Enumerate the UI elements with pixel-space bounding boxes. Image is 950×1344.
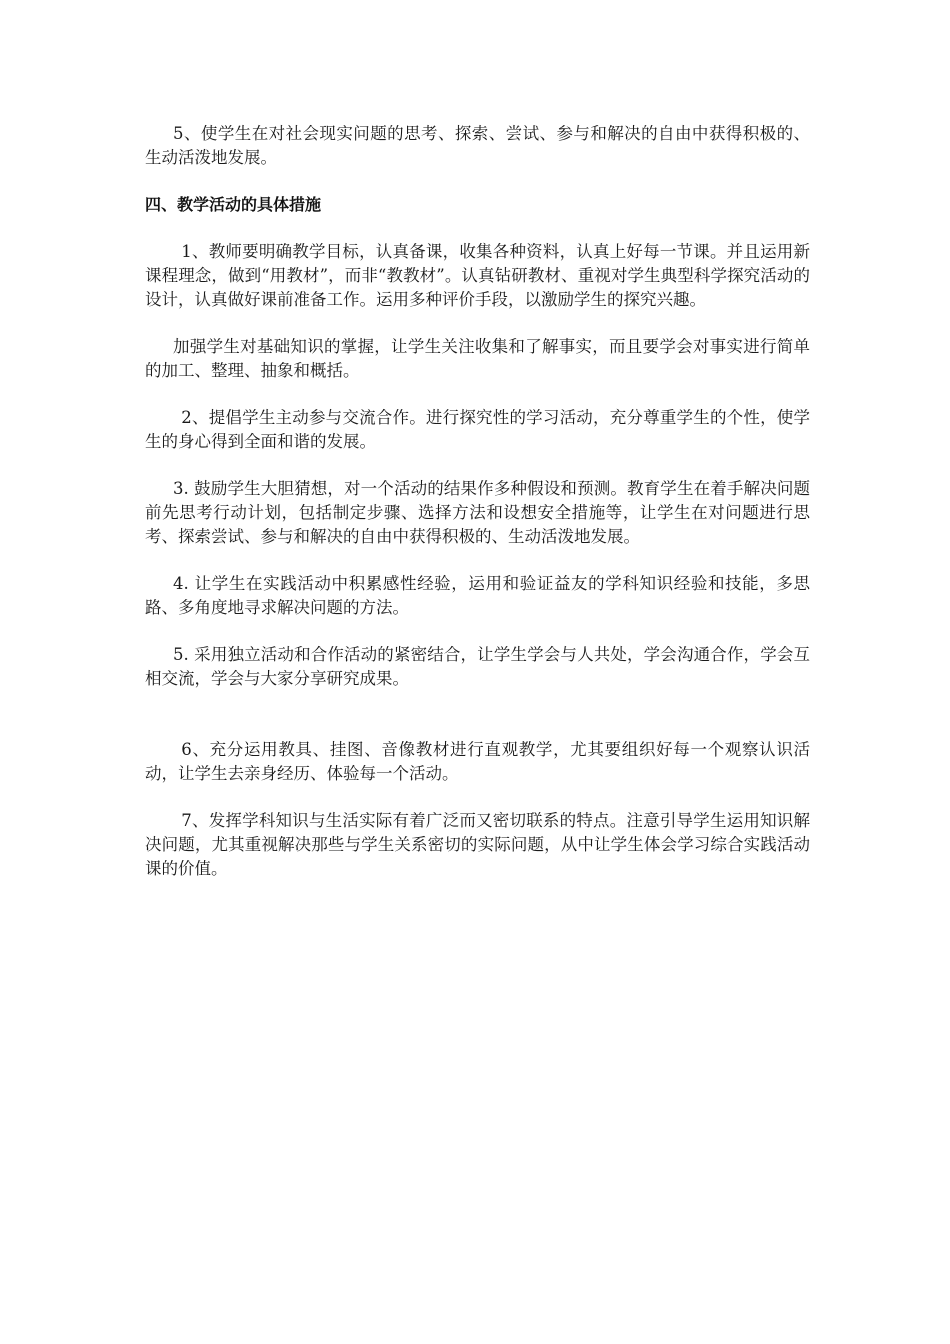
paragraph-measure-3: 3. 鼓励学生大胆猜想，对一个活动的结果作多种假设和预测。教育学生在着手解决问题前先思考行动计划，包括制定步骤、选择方法和设想安全措施等，让学生在对问题进行思考、探索尝试、参与和解决的自由中获得积极的、生动活泼地发展。 [145,479,810,546]
paragraph-goal-5: 5、使学生在对社会现实问题的思考、探索、尝试、参与和解决的自由中获得积极的、生动活泼地发展。 [145,124,810,167]
paragraph-basic-knowledge: 加强学生对基础知识的掌握，让学生关注收集和了解事实，而且要学会对事实进行简单的加工、整理、抽象和概括。 [145,337,810,380]
section-heading: 四、教学活动的具体措施 [145,195,322,214]
paragraph-measure-5: 5. 采用独立活动和合作活动的紧密结合，让学生学会与人共处，学会沟通合作，学会互相交流，学会与大家分享研究成果。 [145,645,810,688]
paragraph-measure-2: 2、提倡学生主动参与交流合作。进行探究性的学习活动，充分尊重学生的个性，使学生的身心得到全面和谐的发展。 [145,408,810,451]
paragraph-measure-7: 7、发挥学科知识与生活实际有着广泛而又密切联系的特点。注意引导学生运用知识解决问题，尤其重视解决那些与学生关系密切的实际问题，从中让学生体会学习综合实践活动课的价值。 [145,811,810,878]
document-body [145,122,810,904]
paragraph-measure-4: 4. 让学生在实践活动中积累感性经验，运用和验证益友的学科知识经验和技能，多思路、多角度地寻求解决问题的方法。 [145,574,810,617]
paragraph-measure-1: 1、教师要明确教学目标，认真备课，收集各种资料，认真上好每一节课。并且运用新课程理念，做到“用教材”，而非“教教材”。认真钻研教材、重视对学生典型科学探究活动的设计，认真做好课前准备工作。运用多种评价手段，以激励学生的探究兴趣。 [145,242,810,309]
paragraph-measure-6: 6、充分运用教具、挂图、音像教材进行直观教学，尤其要组织好每一个观察认识活动，让学生去亲身经历、体验每一个活动。 [145,740,810,783]
